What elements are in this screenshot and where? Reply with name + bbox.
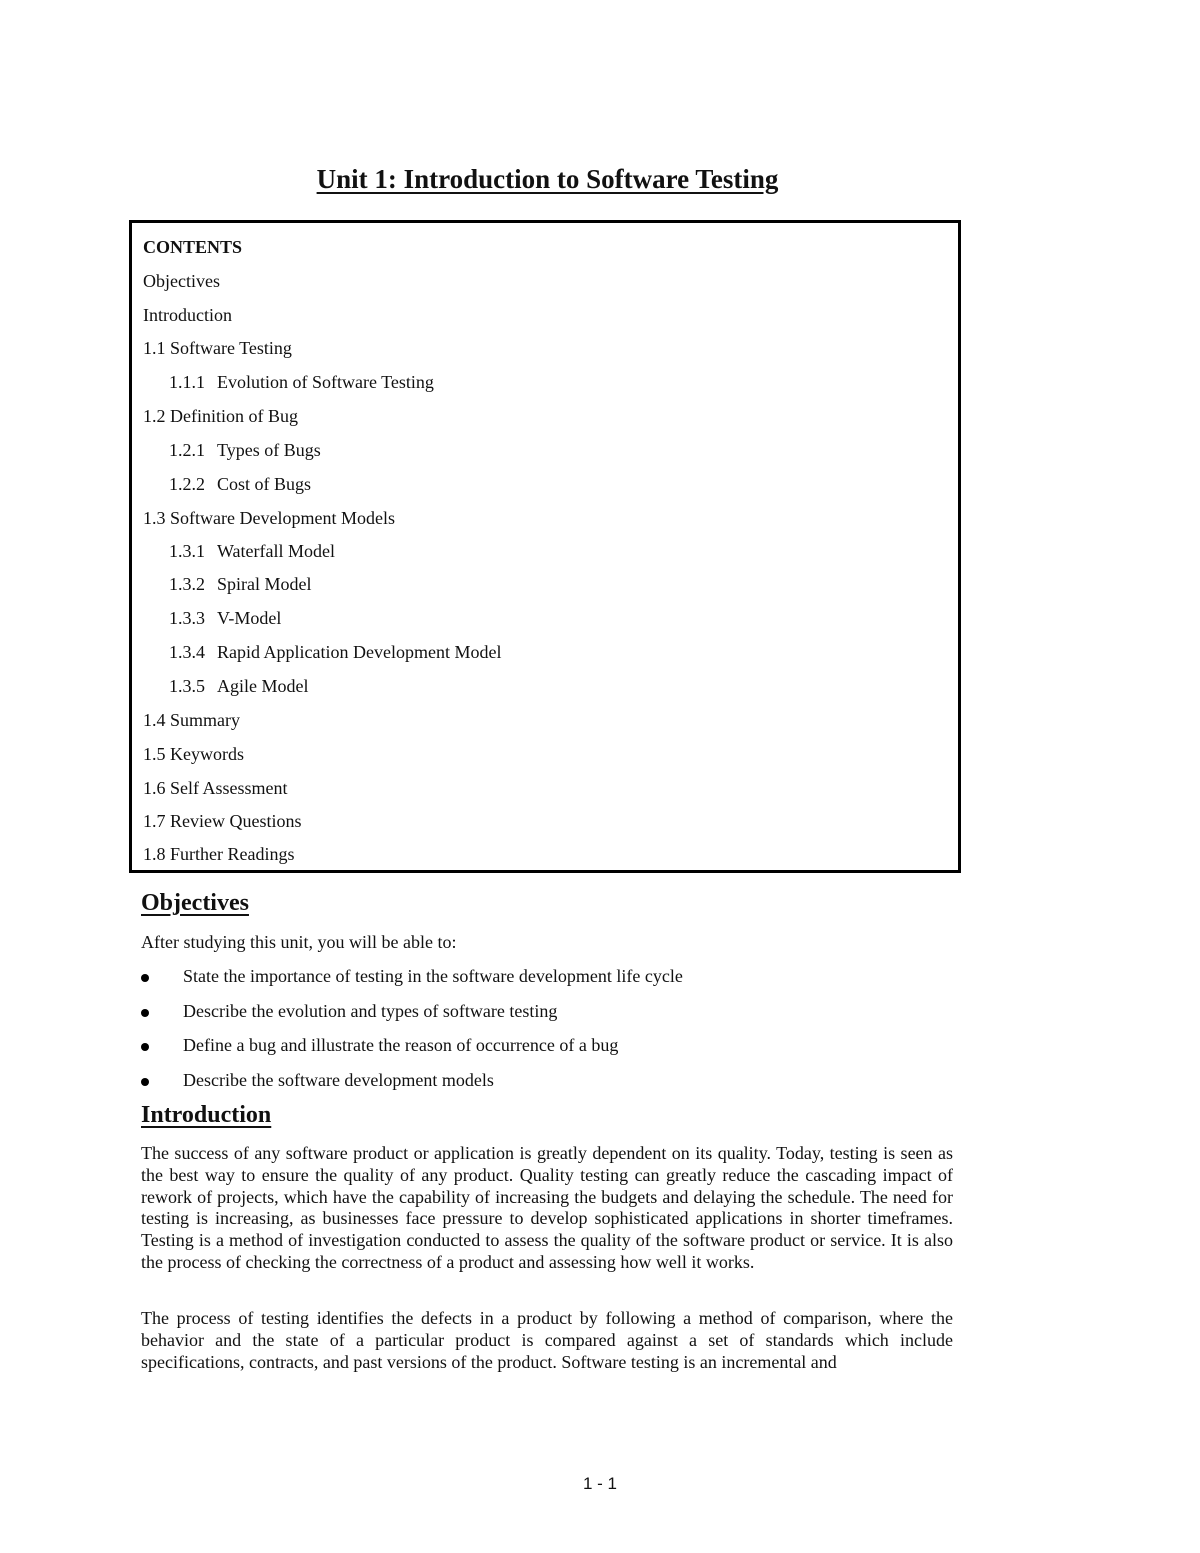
toc-item-text: Cost of Bugs: [217, 474, 312, 494]
toc-item: [169, 608, 281, 629]
introduction-heading: Introduction: [141, 1102, 272, 1128]
toc-item-text: Waterfall Model: [217, 541, 336, 561]
toc-item: [169, 574, 312, 595]
toc-item: [143, 508, 395, 529]
toc-item-text: Summary: [170, 710, 240, 730]
bullet-icon: [141, 1078, 149, 1086]
toc-item-number: 1.3.5: [169, 676, 205, 696]
bullet-icon: [141, 1009, 149, 1017]
toc-item: [143, 778, 288, 799]
toc-item-number: 1.4: [143, 710, 166, 730]
introduction-paragraph: The success of any software product or application is greatly dependent on its quality. Today, testing is seen as the best way to ensure the quality of any product. Quality testing can greatly reduce the cascading impact of rework of projects, which have the capability of increasing the budgets and delaying the schedule. The need for testing is increasing, as businesses face pressure to develop sophisticated applications in shorter timeframes. Testing is a method of investigation conducted to assess the quality of the software product or service. It is also the process of checking the correctness of a product and assessing how well it works.: [141, 1143, 953, 1272]
toc-item: [143, 744, 244, 765]
toc-item-number: 1.2.1: [169, 440, 205, 460]
contents-label: CONTENTS: [143, 237, 243, 257]
page-title: Unit 1: Introduction to Software Testing: [316, 164, 779, 194]
objective-text: Define a bug and illustrate the reason of occurrence of a bug: [183, 1035, 619, 1055]
toc-item-text: Rapid Application Development Model: [217, 642, 502, 662]
toc-item: [169, 440, 321, 461]
toc-item: [169, 676, 309, 697]
objectives-intro: After studying this unit, you will be able to:: [141, 932, 457, 952]
toc-item-number: 1.8: [143, 844, 166, 864]
toc-item: [169, 642, 501, 663]
objective-item: [141, 1070, 494, 1091]
toc-item-number: 1.3.4: [169, 642, 205, 662]
toc-item-text: V-Model: [217, 608, 282, 628]
contents-box: [129, 220, 961, 873]
bullet-icon: [141, 1043, 149, 1051]
toc-item-number: 1.3: [143, 508, 166, 528]
toc-item-text: Software Development Models: [170, 508, 395, 528]
toc-item: [143, 710, 240, 731]
objectives-heading: Objectives: [141, 890, 249, 916]
toc-item-number: 1.3.3: [169, 608, 205, 628]
toc-item: [143, 406, 298, 427]
toc-item-text: Spiral Model: [217, 574, 312, 594]
toc-item-number: 1.3.2: [169, 574, 205, 594]
toc-item-text: Software Testing: [170, 338, 292, 358]
toc-item-number: 1.1: [143, 338, 166, 358]
toc-item: [143, 305, 232, 326]
objective-item: [141, 966, 683, 987]
toc-item-number: 1.3.1: [169, 541, 205, 561]
toc-item-number: 1.2.2: [169, 474, 205, 494]
toc-item-number: 1.5: [143, 744, 166, 764]
bullet-icon: [141, 974, 149, 982]
toc-item-number: 1.1.1: [169, 372, 205, 392]
toc-item-number: 1.6: [143, 778, 166, 798]
toc-item: [143, 811, 301, 832]
toc-item-text: Review Questions: [170, 811, 302, 831]
toc-item: [143, 844, 294, 865]
toc-item-text: Introduction: [143, 305, 232, 325]
objective-text: Describe the software development models: [183, 1070, 494, 1090]
toc-item-text: Objectives: [143, 271, 220, 291]
page-number: 1 - 1: [582, 1474, 618, 1493]
toc-item-text: Agile Model: [217, 676, 309, 696]
toc-item-number: 1.2: [143, 406, 166, 426]
toc-item-text: Definition of Bug: [170, 406, 298, 426]
toc-item: [169, 372, 434, 393]
objective-text: State the importance of testing in the software development life cycle: [183, 966, 683, 986]
toc-item-text: Evolution of Software Testing: [217, 372, 434, 392]
toc-item-number: 1.7: [143, 811, 166, 831]
toc-item: [143, 338, 292, 359]
toc-item: [169, 541, 335, 562]
introduction-paragraph: The process of testing identifies the defects in a product by following a method of comparison, where the behavior and the state of a particular product is compared against a set of standards which include specifications, contracts, and past versions of the product. Software testing is an incremental and: [141, 1308, 953, 1372]
objective-item: [141, 1035, 618, 1056]
objective-text: Describe the evolution and types of software testing: [183, 1001, 558, 1021]
toc-item: [143, 271, 220, 292]
toc-item-text: Further Readings: [170, 844, 295, 864]
toc-item: [169, 474, 311, 495]
objective-item: [141, 1001, 557, 1022]
toc-item-text: Keywords: [170, 744, 244, 764]
toc-item-text: Types of Bugs: [217, 440, 321, 460]
toc-item-text: Self Assessment: [170, 778, 288, 798]
